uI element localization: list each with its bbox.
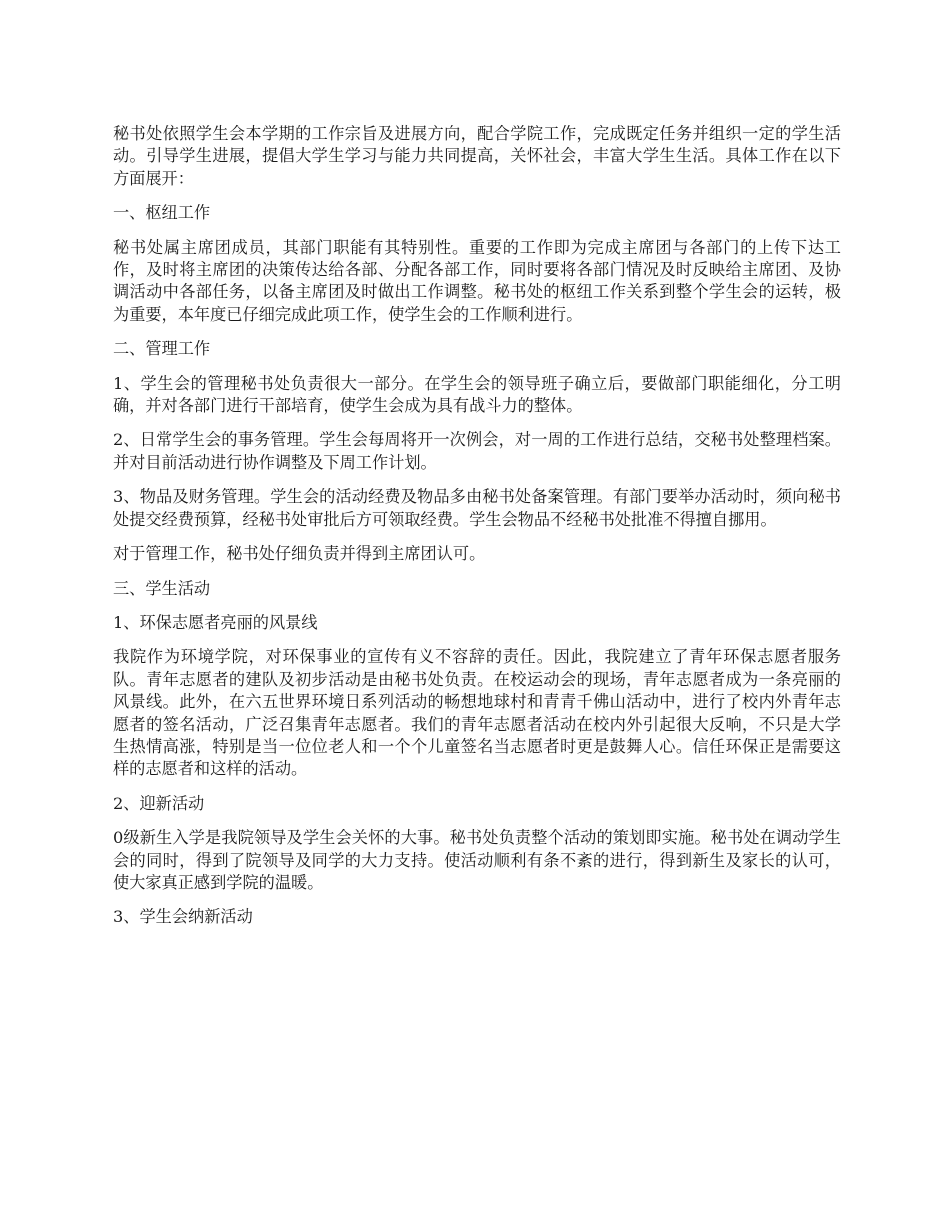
activity-paragraph-2: 0级新生入学是我院领导及学生会关怀的大事。秘书处负责整个活动的策划即实施。秘书处在调动学生会的同时，得到了院领导及同学的大力支持。使活动顺利有条不紊的进行，得到新生及家长的认可，使大家真正感到学院的温暖。 — [113, 828, 841, 892]
document-body — [113, 123, 841, 941]
section-heading-student-activities: 三、学生活动 — [113, 578, 211, 598]
management-item-3: 3、物品及财务管理。学生会的活动经费及物品多由秘书处备案管理。有部门要举办活动时，须向秘书处提交经费预算，经秘书处审批后方可领取经费。学生会物品不经秘书处批准不得擅自挪用。 — [113, 487, 841, 529]
activity-heading-2: 2、迎新活动 — [113, 793, 205, 813]
activity-paragraph-1: 我院作为环境学院，对环保事业的宣传有义不容辞的责任。因此，我院建立了青年环保志愿者服务队。青年志愿者的建队及初步活动是由秘书处负责。在校运动会的现场，青年志愿者成为一条亮丽的风景线。此外，在六五世界环境日系列活动的畅想地球村和青青千佛山活动中，进行了校内外青年志愿者的签名活动，广泛召集青年志愿者。我们的青年志愿者活动在校内外引起很大反响，不只是大学生热情高涨，特别是当一位位老人和一个个儿童签名当志愿者时更是鼓舞人心。信任环保正是需要这样的志愿者和这样的活动。 — [113, 647, 841, 779]
management-item-2: 2、日常学生会的事务管理。学生会每周将开一次例会，对一周的工作进行总结，交秘书处整理档案。并对目前活动进行协作调整及下周工作计划。 — [113, 430, 841, 472]
section-heading-hub-work: 一、枢纽工作 — [113, 203, 211, 223]
intro-paragraph: 秘书处依照学生会本学期的工作宗旨及进展方向，配合学院工作，完成既定任务并组织一定的学生活动。引导学生进展，提倡大学生学习与能力共同提高，关怀社会，丰富大学生生活。具体工作在以下方面展开： — [113, 124, 841, 188]
hub-work-paragraph: 秘书处属主席团成员，其部门职能有其特别性。重要的工作即为完成主席团与各部门的上传下达工作，及时将主席团的决策传达给各部、分配各部工作，同时要将各部门情况及时反映给主席团、及协调活动中各部任务，以备主席团及时做出工作调整。秘书处的枢纽工作关系到整个学生会的运转，极为重要，本年度已仔细完成此项工作，使学生会的工作顺利进行。 — [113, 237, 841, 324]
management-summary: 对于管理工作，秘书处仔细负责并得到主席团认可。 — [113, 544, 486, 564]
activity-heading-1: 1、环保志愿者亮丽的风景线 — [113, 612, 318, 632]
section-heading-management-work: 二、管理工作 — [113, 339, 211, 359]
management-item-1: 1、学生会的管理秘书处负责很大一部分。在学生会的领导班子确立后，要做部门职能细化，分工明确，并对各部门进行干部培育，使学生会成为具有战斗力的整体。 — [113, 373, 841, 416]
activity-heading-3: 3、学生会纳新活动 — [113, 907, 253, 927]
